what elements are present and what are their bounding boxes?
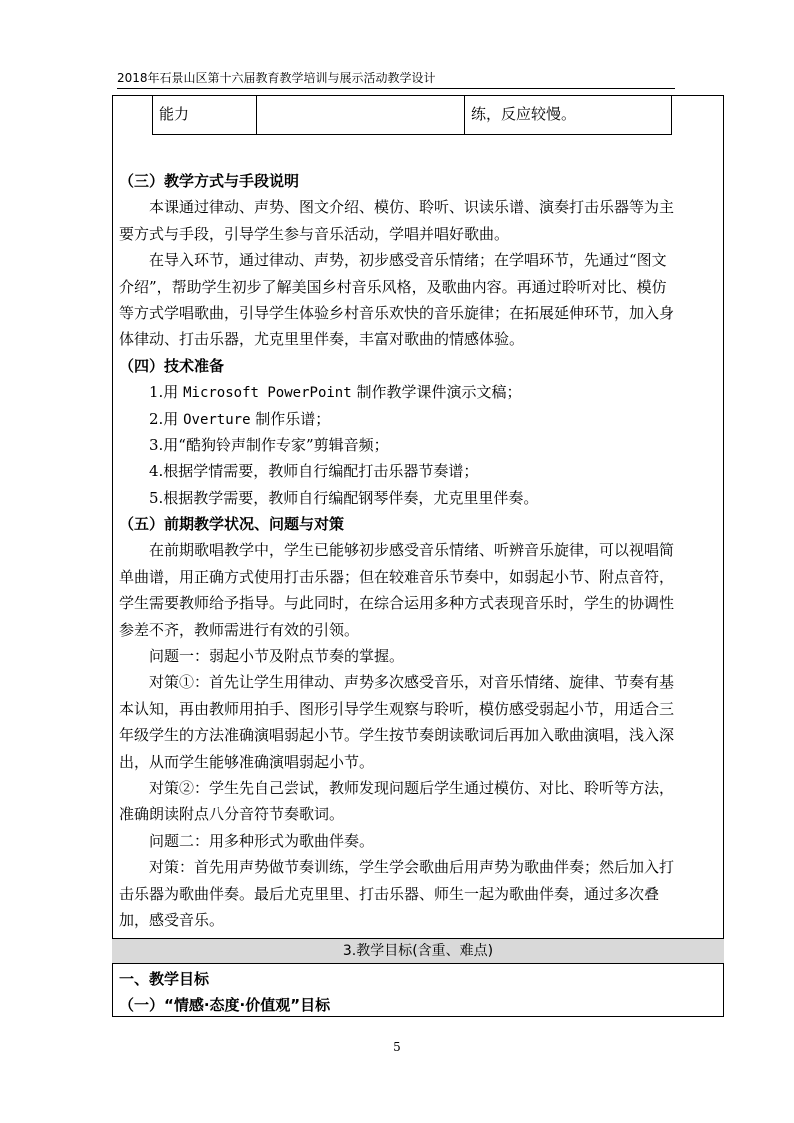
- page-number: 5: [393, 1040, 401, 1054]
- paragraph-line: 介绍”，帮助学生初步了解美国乡村音乐风格，及歌曲内容。再通过聆听对比、模仿: [119, 277, 667, 296]
- cell-right-text: 练，反应较慢。: [471, 105, 577, 123]
- section-heading-technical-prep: （四）技术准备: [119, 356, 225, 375]
- section-bar-title: 3.教学目标(含重、难点): [342, 943, 494, 959]
- list-item: 2.用 Overture 制作乐谱；: [149, 409, 331, 428]
- paragraph-line: 对策②：学生先自己尝试，教师发现问题后学生通过模仿、对比、聆听等方法，: [149, 778, 675, 797]
- section-heading-teaching-methods: （三）教学方式与手段说明: [119, 172, 300, 190]
- paragraph-line: 对策：首先用声势做节奏训练，学生学会歌曲后用声势为歌曲伴奏；然后加入打: [149, 858, 675, 877]
- goals-sub-heading: （一）“情感·态度·价值观”目标: [119, 996, 331, 1014]
- paragraph-line: 问题二：用多种形式为歌曲伴奏。: [149, 831, 375, 850]
- document-body: [119, 168, 714, 933]
- paragraph-line: 问题一：弱起小节及附点节奏的掌握。: [149, 647, 405, 666]
- document-header: [117, 70, 675, 89]
- paragraph-line: 对策①：首先让学生用律动、声势多次感受音乐，对音乐情绪、旋律、节奏有基: [149, 673, 675, 692]
- goals-heading: 一、教学目标: [119, 970, 210, 988]
- table-cell-label: [153, 95, 257, 134]
- cell-label-text: 能力: [159, 105, 190, 123]
- list-item: 4.根据学情需要，教师自行编配打击乐器节奏谱；: [149, 462, 479, 481]
- table-cell-empty: [257, 95, 465, 134]
- section-heading-prior-teaching: （五）前期教学状况、问题与对策: [119, 515, 345, 534]
- paragraph-line: 年级学生的方法准确演唱弱起小节。学生按节奏朗读歌词后再加入歌曲演唱，浅入深: [119, 726, 675, 745]
- list-item: 5.根据教学需要，教师自行编配钢琴伴奏，尤克里里伴奏。: [149, 488, 539, 507]
- paragraph-line: 要方式与手段，引导学生参与音乐活动，学唱并唱好歌曲。: [119, 224, 510, 243]
- paragraph-line: 等方式学唱歌曲，引导学生体验乡村音乐欢快的音乐旋律；在拓展延伸环节，加入身: [119, 303, 675, 322]
- paragraph-line: 体律动、打击乐器，尤克里里伴奏，丰富对歌曲的情感体验。: [119, 330, 525, 349]
- paragraph-line: 击乐器为歌曲伴奏。最后尤克里里、打击乐器、师生一起为歌曲伴奏，通过多次叠: [119, 884, 660, 903]
- paragraph-line: 在导入环节，通过律动、声势，初步感受音乐情绪；在学唱环节，先通过“图文: [149, 251, 667, 270]
- paragraph-line: 在前期歌唱教学中，学生已能够初步感受音乐情绪、听辨音乐旋律，可以视唱简: [149, 541, 675, 560]
- capability-table: [152, 95, 672, 135]
- list-item: 1.用 Microsoft PowerPoint 制作教学课件演示文稿；: [149, 383, 522, 402]
- paragraph-line: 参差不齐，教师需进行有效的引领。: [119, 620, 360, 639]
- paragraph-line: 学生需要教师给予指导。与此同时，在综合运用多种方式表现音乐时，学生的协调性: [119, 594, 675, 613]
- list-item: 3.用“酷狗铃声制作专家”剪辑音频；: [149, 435, 389, 454]
- paragraph-line: 本认知，再由教师用拍手、图形引导学生观察与聆听，模仿感受弱起小节，用适合三: [119, 699, 675, 718]
- paragraph-line: 出，从而学生能够准确演唱弱起小节。: [119, 752, 375, 771]
- header-title: 2018年石景山区第十六届教育教学培训与展示活动教学设计: [117, 71, 436, 85]
- paragraph-line: 本课通过律动、声势、图文介绍、模仿、聆听、识读乐谱、演奏打击乐器等为主: [149, 198, 675, 217]
- section-bar-teaching-goals: [112, 938, 724, 964]
- paragraph-line: 加，感受音乐。: [119, 910, 225, 929]
- paragraph-line: 准确朗读附点八分音符节奏歌词。: [119, 805, 345, 824]
- paragraph-line: 单曲谱，用正确方式使用打击乐器；但在较难音乐节奏中，如弱起小节、附点音符，: [119, 567, 675, 586]
